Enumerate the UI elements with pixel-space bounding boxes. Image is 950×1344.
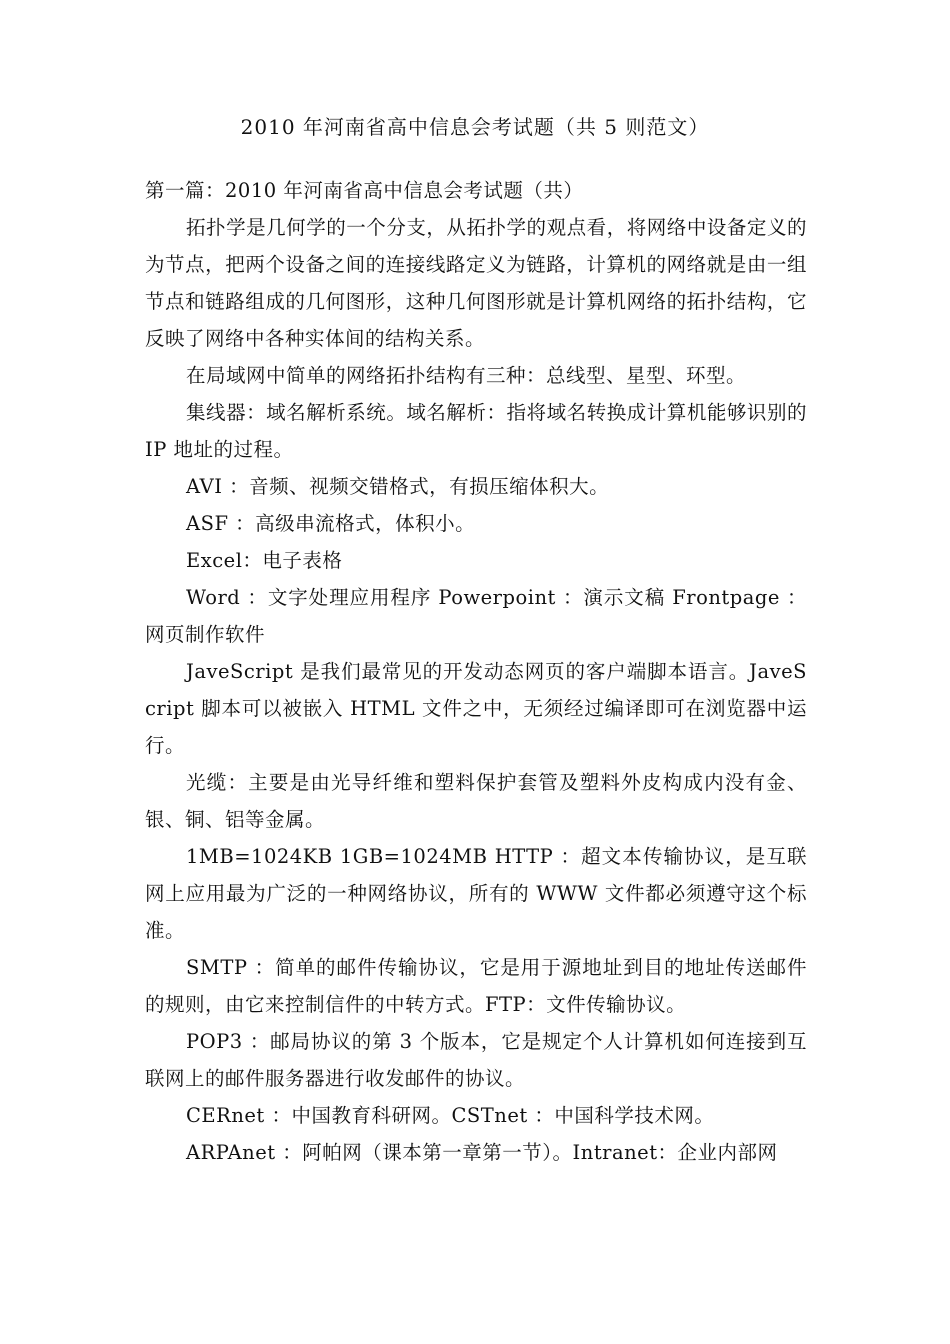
paragraph-javescript: JaveScript 是我们最常见的开发动态网页的客户端脚本语言。JaveScript 脚本可以被嵌入 HTML 文件之中，无须经过编译即可在浏览器中运行。 — [145, 660, 807, 757]
paragraph-excel: Excel：电子表格 — [186, 549, 343, 572]
paragraph-smtp: SMTP ：简单的邮件传输协议，它是用于源地址到目的地址传送邮件的规则，由它来控制信件的中转方式。FTP：文件传输协议。 — [145, 956, 807, 1016]
paragraph-avi: AVI ：音频、视频交错格式，有损压缩体积大。 — [186, 475, 610, 498]
paragraph-pop3: POP3 ：邮局协议的第 3 个版本，它是规定个人计算机如何连接到互联网上的邮件服务器进行收发邮件的协议。 — [145, 1030, 807, 1090]
paragraph-topology: 拓扑学是几何学的一个分支，从拓扑学的观点看，将网络中设备定义的为节点，把两个设备之间的连接线路定义为链路，计算机的网络就是由一组节点和链路组成的几何图形，这种几何图形就是计算机网络的拓扑结构，它反映了网络中各种实体间的结构关系。 — [145, 216, 807, 350]
paragraph-lan-topologies: 在局域网中简单的网络拓扑结构有三种：总线型、星型、环型。 — [186, 364, 747, 387]
paragraph-office-apps: Word ：文字处理应用程序 Powerpoint ：演示文稿 Frontpage ：网页制作软件 — [145, 586, 807, 646]
paragraph-cernet: CERnet ：中国教育科研网。CSTnet ：中国科学技术网。 — [186, 1104, 715, 1127]
document-title: 2010 年河南省高中信息会考试题（共 5 则范文） — [240, 115, 710, 139]
paragraph-fiber-cable: 光缆：主要是由光导纤维和塑料保护套管及塑料外皮构成内没有金、银、铜、铝等金属。 — [145, 771, 807, 831]
paragraph-asf: ASF ：高级串流格式，体积小。 — [186, 512, 476, 535]
document-body — [145, 172, 807, 1171]
section-heading: 第一篇：2010 年河南省高中信息会考试题（共） — [145, 179, 584, 202]
paragraph-dns: 集线器：域名解析系统。域名解析：指将域名转换成计算机能够识别的 IP 地址的过程。 — [145, 401, 807, 461]
paragraph-http: 1MB=1024KB 1GB=1024MB HTTP ：超文本传输协议，是互联网上应用最为广泛的一种网络协议，所有的 WWW 文件都必须遵守这个标准。 — [145, 845, 807, 942]
paragraph-arpanet: ARPAnet ：阿帕网（课本第一章第一节）。Intranet：企业内部网 — [186, 1141, 778, 1164]
